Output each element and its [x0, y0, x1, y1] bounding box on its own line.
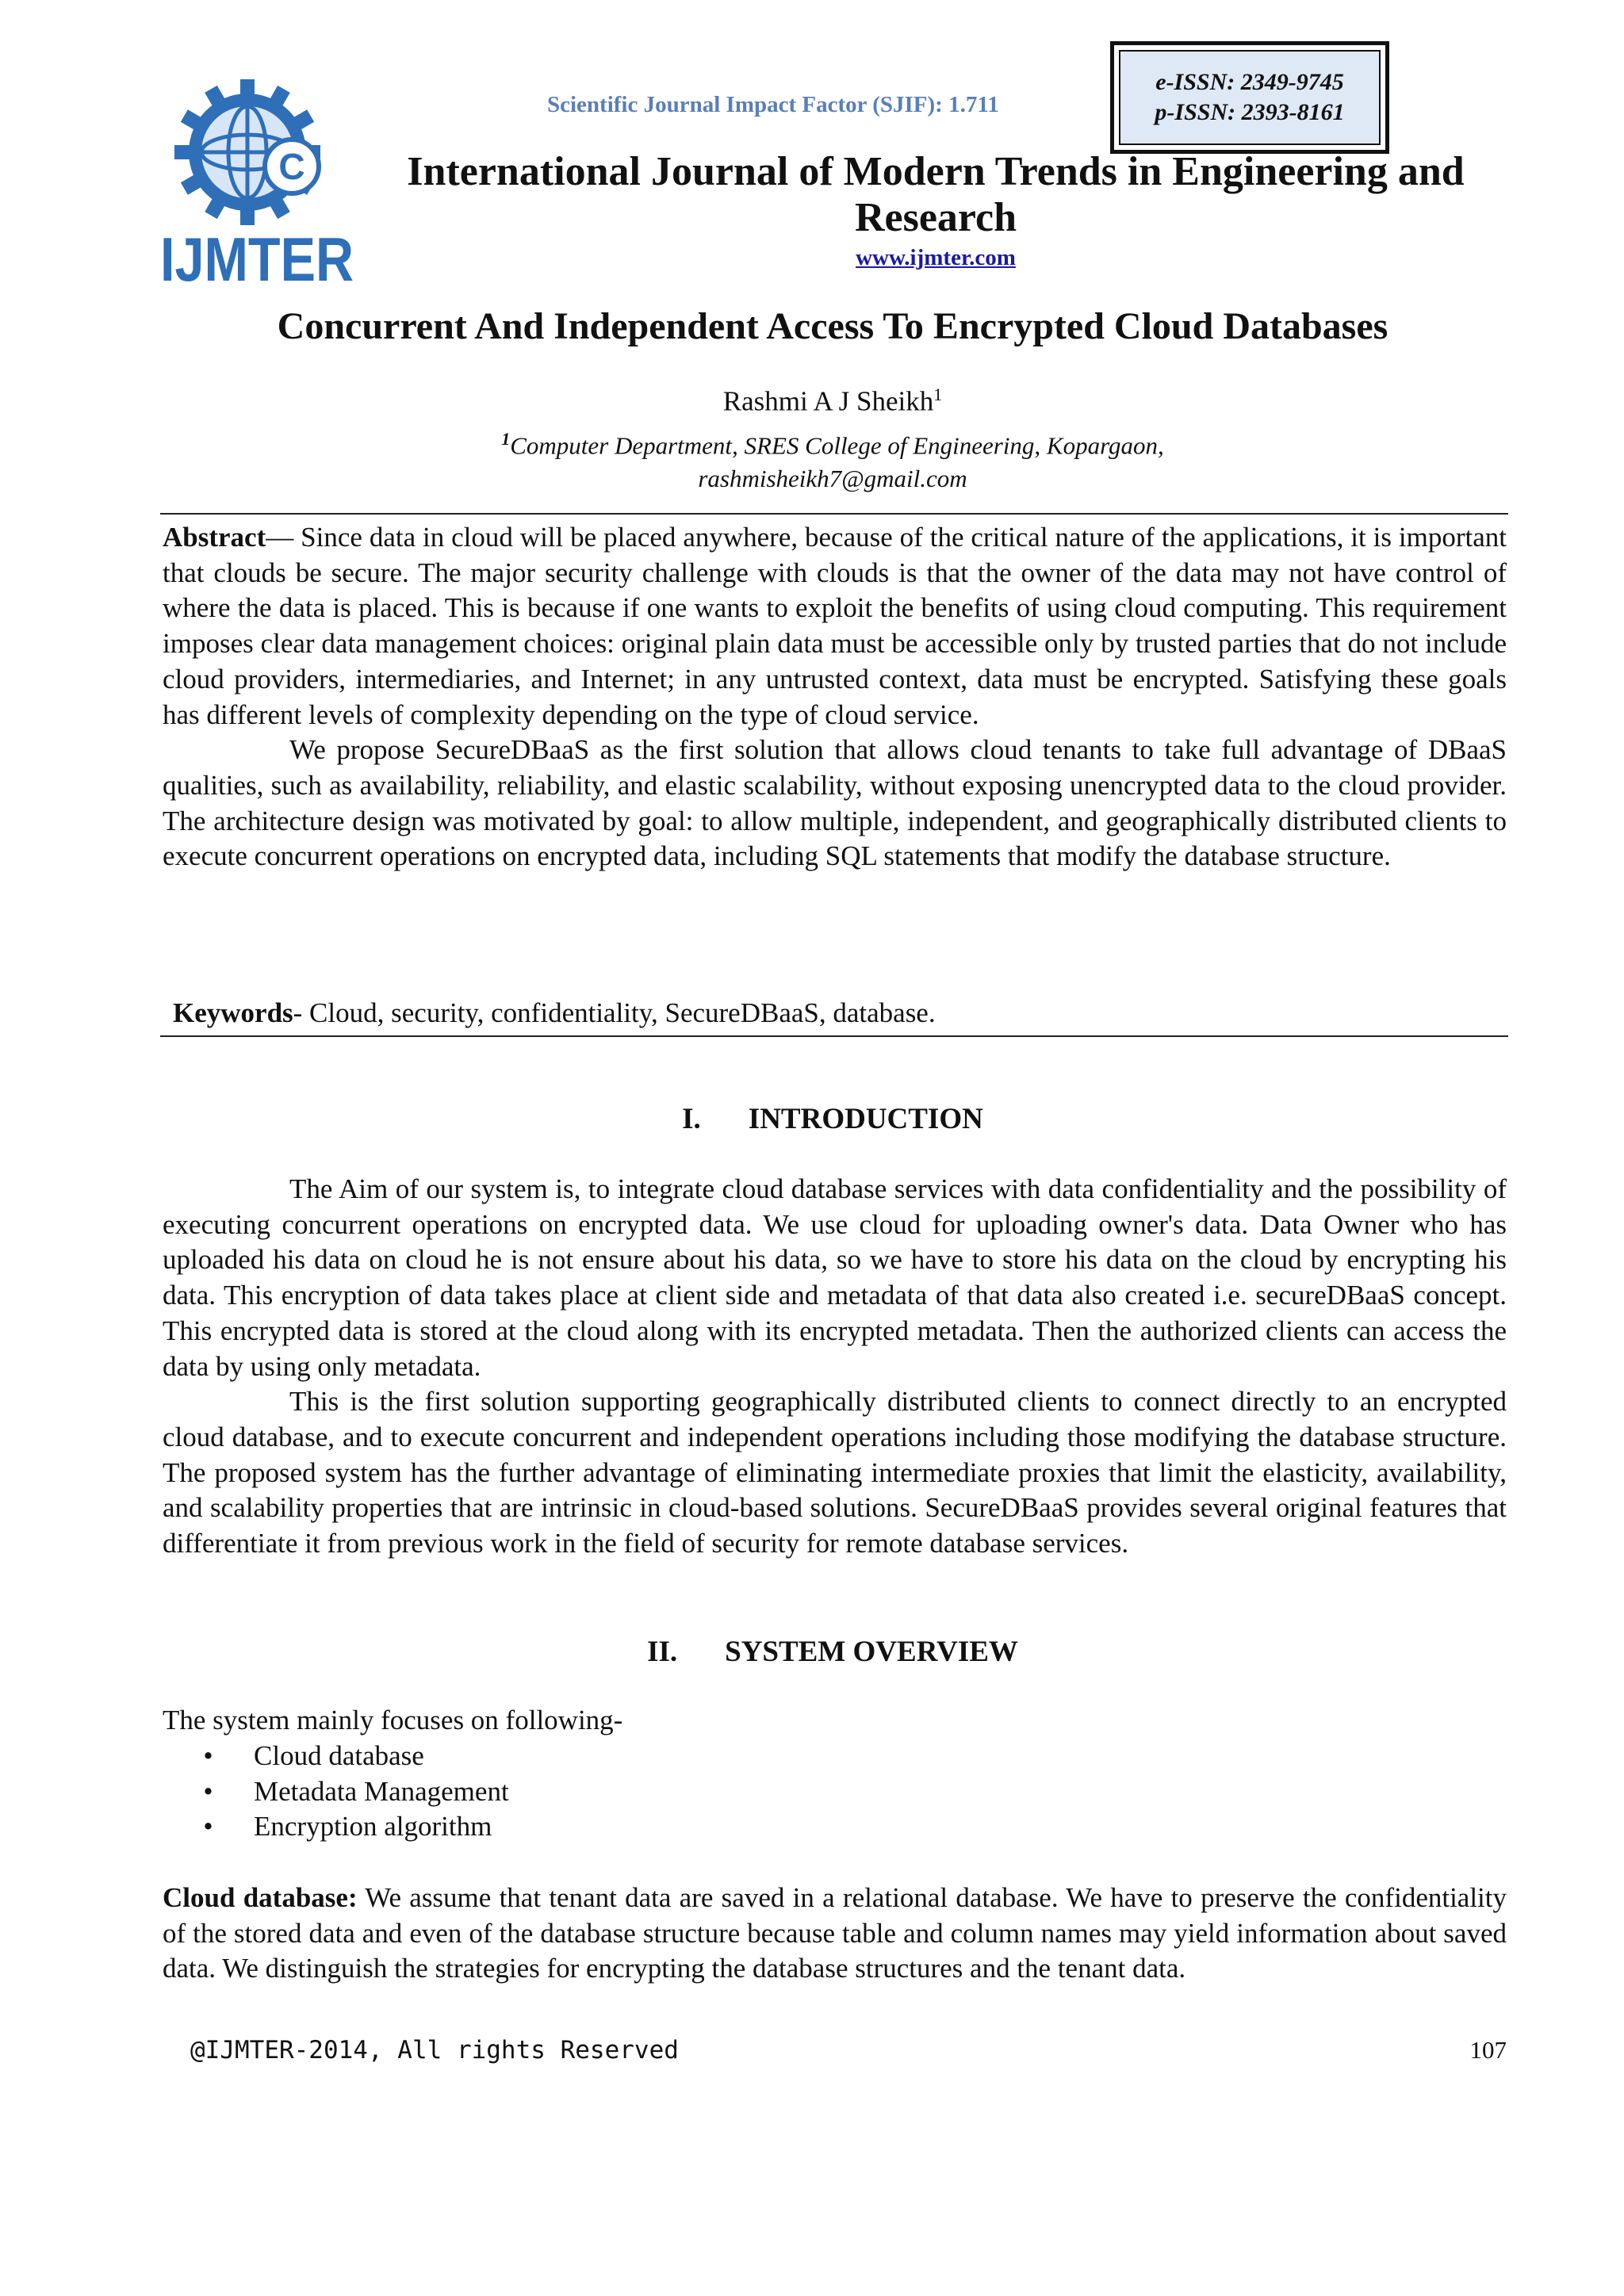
intro-p1: The Aim of our system is, to integrate cloud database services with data confidentiality and the possibility of executing concurrent operations on encrypted data. We use cloud for uploading owner's data. Data Owner who has uploaded his data on cloud he is not ensure about his data, so we have to store his data on the cloud by encrypting his data. This encryption of data takes place at client side and metadata of that data also created i.e. secureDBaaS concept. This encrypted data is stored at the cloud along with its encrypted metadata. Then the authorized clients can access the data by using only metadata.	[163, 1173, 1507, 1382]
list-item: • Metadata Management	[203, 1775, 509, 1807]
author-sup: 1	[933, 385, 943, 404]
cloud-database-text: We assume that tenant data are saved in a relational database. We have to preserve the confidentiality of the stored data and even of the database structure because table and column names may yield information about saved data. We distinguish the strategies for encrypting the database structures and the tenant data.	[163, 1882, 1507, 1984]
footer-copyright: @IJMTER-2014, All rights Reserved	[190, 2036, 679, 2064]
section-heading-introduction	[79, 1102, 1586, 1136]
keywords	[173, 996, 1517, 1031]
author-email: rashmisheikh7@gmail.com	[698, 465, 967, 493]
affil-sup: 1	[501, 429, 511, 449]
introduction-body	[163, 1172, 1507, 1562]
issn-box	[1110, 41, 1389, 154]
keywords-label: Keywords	[173, 997, 293, 1028]
author-name: Rashmi A J Sheikh	[722, 385, 934, 417]
section-number: II.	[647, 1636, 678, 1668]
overview-bullet-list	[163, 1739, 509, 1845]
affiliation-text: Computer Department, SRES College of Engineering, Kopargaon,	[510, 431, 1164, 460]
svg-text:C: C	[278, 146, 305, 187]
page-number: 107	[1469, 2036, 1507, 2064]
abstract	[163, 520, 1507, 874]
affiliation	[79, 423, 1586, 496]
section-number: I.	[682, 1103, 701, 1135]
section-title: INTRODUCTION	[748, 1103, 983, 1135]
abstract-p2: We propose SecureDBaaS as the first solution that allows cloud tenants to take full advantage of DBaaS qualities, such as availability, reliability, and elastic scalability, without exposing unencrypted data to the cloud provider. The architecture design was motivated by goal: to allow multiple, independent, and geographically distributed clients to execute concurrent operations on encrypted data, including SQL statements that modify the database structure.	[163, 734, 1507, 872]
impact-factor: Scientific Journal Impact Factor (SJIF): 1.711	[547, 92, 999, 117]
pissn: p-ISSN: 2393-8161	[1155, 99, 1345, 125]
keywords-text: - Cloud, security, confidentiality, SecureDBaaS, database.	[293, 997, 936, 1028]
journal-url-link[interactable]: www.ijmter.com	[856, 245, 1016, 270]
paper-title: Concurrent And Independent Access To Encrypted Cloud Databases	[277, 305, 1388, 347]
abstract-p1: — Since data in cloud will be placed anywhere, because of the critical nature of the applications, it is important that clouds be secure. The major security challenge with clouds is that the owner of the data may not have control of where the data is placed. This is because if one wants to exploit the benefits of using cloud computing. This requirement imposes clear data management choices: original plain data must be accessible only by trusted parties that do not include cloud providers, intermediaries, and Internet; in any untrusted context, data must be encrypted. Satisfying these goals has different levels of complexity depending on the type of cloud service.	[163, 522, 1507, 730]
abstract-top-rule	[160, 513, 1508, 515]
cloud-database-label: Cloud database:	[163, 1882, 358, 1913]
cloud-database-paragraph	[163, 1881, 1507, 1987]
intro-p2: This is the first solution supporting geographically distributed clients to connect directly to an encrypted cloud database, and to execute concurrent and independent operations including those modifying the database structure. The proposed system has the further advantage of eliminating intermediate proxies that limit the elasticity, availability, and scalability properties that are intrinsic in cloud-based solutions. SecureDBaaS provides several original features that differentiate it from previous work in the field of security for remote database services.	[163, 1386, 1507, 1559]
overview-lead: The system mainly focuses on following-	[163, 1705, 623, 1735]
abstract-bottom-rule	[160, 1035, 1508, 1037]
journal-logo	[159, 73, 357, 294]
abstract-label: Abstract	[163, 522, 266, 553]
section-heading-system-overview	[79, 1635, 1586, 1669]
journal-title: International Journal of Modern Trends in Engineering and Research	[407, 149, 1465, 240]
logo-text: IJMTER	[160, 224, 354, 294]
list-item: • Cloud database	[203, 1740, 424, 1771]
section-title: SYSTEM OVERVIEW	[725, 1636, 1018, 1668]
author	[79, 385, 1586, 418]
eissn: e-ISSN: 2349-9745	[1155, 69, 1344, 95]
list-item: • Encryption algorithm	[203, 1811, 492, 1843]
